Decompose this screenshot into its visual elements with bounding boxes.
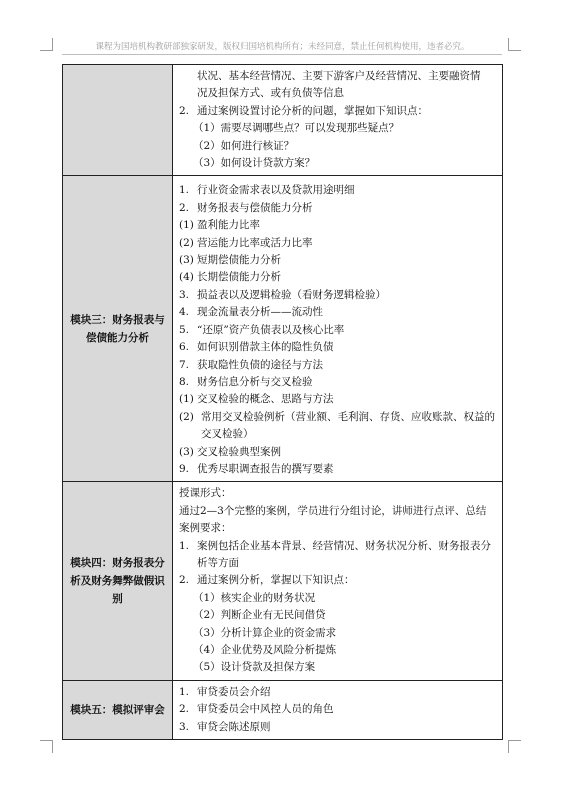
item-number: (4)	[179, 271, 194, 284]
item-number: (3)	[179, 445, 194, 458]
teaching-form-label: 授课形式：	[179, 487, 232, 500]
item-text: 财务报表与偿债能力分析	[197, 201, 313, 214]
item-text: 通过案例设置讨论分析的问题，掌握如下知识点：	[197, 104, 428, 117]
item-text: 财务信息分析与交叉检验	[197, 375, 313, 388]
item-number: 2.	[179, 703, 190, 716]
item-number: (3)	[179, 254, 194, 267]
item-text: 损益表以及逻辑检验（看财务逻辑检验）	[197, 288, 386, 301]
teaching-form-text: 通过2—3个完整的案例，学员进行分组讨论，讲师进行点评、总结	[179, 504, 487, 517]
item-number: (2)	[179, 236, 194, 249]
knowledge-point: （1）需要尽调哪些点？可以发现那些疑点？	[193, 122, 400, 135]
item-number: 5.	[179, 323, 190, 336]
row-module3	[63, 176, 503, 482]
item-number: (1)	[179, 393, 194, 406]
item-text: 现金流量表分析——流动性	[197, 306, 323, 319]
item-number: 2.	[179, 104, 190, 117]
course-outline-table	[62, 64, 503, 740]
case-requirements-label: 案例要求：	[179, 522, 232, 535]
item-number: (2)	[179, 410, 194, 423]
module5-title: 模块五：模拟评审会	[63, 680, 173, 739]
item-text: 如何识别借款主体的隐性负债	[197, 341, 334, 354]
item-number: 2.	[179, 201, 190, 214]
knowledge-point: （3）如何设计贷款方案？	[193, 157, 316, 170]
text-line: 状况、基本经营情况、主要下游客户及经营情况、主要融资情	[197, 70, 481, 82]
item-number: 3.	[179, 288, 190, 301]
item-text: 短期偿债能力分析	[197, 254, 281, 267]
module4-title: 模块四：财务报表分析及财务舞弊做假识别	[63, 482, 173, 680]
item-number: 2.	[179, 574, 190, 587]
item-text: 审贷会陈述原则	[197, 720, 271, 733]
item-number: 9.	[179, 462, 190, 475]
knowledge-point: （5）设计贷款及担保方案	[193, 661, 316, 674]
item-text: 案例包括企业基本背景、经营情况、财务状况分析、财务报表分析等方面	[197, 539, 491, 569]
item-text: 审贷委员会中风控人员的角色	[197, 703, 334, 716]
header-divider	[62, 54, 502, 55]
item-text: 审贷委员会介绍	[197, 685, 271, 698]
row-module5	[63, 680, 503, 739]
item-text: 交叉检验典型案例	[197, 445, 281, 458]
row-module4	[63, 482, 503, 680]
knowledge-point: （4）企业优势及风险分析提炼	[193, 644, 337, 656]
knowledge-point: （2）判断企业有无民间借贷	[193, 609, 326, 622]
row-module2-continued	[63, 65, 503, 176]
knowledge-point: （1）核实企业的财务状况	[193, 591, 316, 604]
module2-content-cell	[173, 65, 503, 176]
knowledge-point: （2）如何进行核证？	[193, 139, 295, 152]
item-text: 盈利能力比率	[197, 219, 260, 232]
header-copyright-note: 课程为国培机构教研部独家研发，版权归国培机构所有；未经同意，禁止任何机构使用，违者必究。	[95, 42, 470, 52]
item-number: 8.	[179, 375, 190, 388]
item-number: 3.	[179, 720, 190, 733]
text-line: 况及担保方式、或有负债等信息	[197, 87, 344, 100]
item-text: 获取隐性负债的途径与方法	[197, 358, 323, 371]
item-text: 营运能力比率或活力比率	[197, 236, 313, 249]
item-text: 常用交叉检验例析（营业额、毛利润、存货、应收账款、权益的交叉检验）	[201, 410, 495, 441]
crop-mark-bottom-right	[508, 740, 521, 753]
item-number: 1.	[179, 685, 190, 698]
item-text: 长期偿债能力分析	[197, 271, 281, 284]
item-number: (1)	[179, 219, 194, 232]
crop-mark-bottom-left	[40, 740, 53, 753]
module3-content-cell	[173, 176, 503, 482]
item-number: 1.	[179, 539, 190, 552]
item-number: 7.	[179, 358, 190, 371]
item-text: 优秀尽职调查报告的撰写要素	[197, 462, 334, 475]
item-number: 6.	[179, 341, 190, 354]
module2-label-cell	[63, 65, 173, 176]
knowledge-point: （3）分析计算企业的资金需求	[193, 626, 337, 639]
crop-mark-top-right	[508, 38, 521, 51]
item-number: 4.	[179, 306, 190, 319]
item-text: 交叉检验的概念、思路与方法	[197, 393, 334, 406]
item-text: 行业资金需求表以及贷款用途明细	[197, 184, 355, 197]
item-number: 1.	[179, 184, 190, 197]
module4-content-cell	[173, 482, 503, 680]
item-text: “还原”资产负债表以及核心比率	[197, 323, 345, 336]
module3-title: 模块三：财务报表与偿债能力分析	[63, 176, 173, 482]
module5-content-cell	[173, 680, 503, 739]
crop-mark-top-left	[40, 38, 53, 51]
item-text: 通过案例分析，掌握以下知识点：	[197, 574, 355, 587]
